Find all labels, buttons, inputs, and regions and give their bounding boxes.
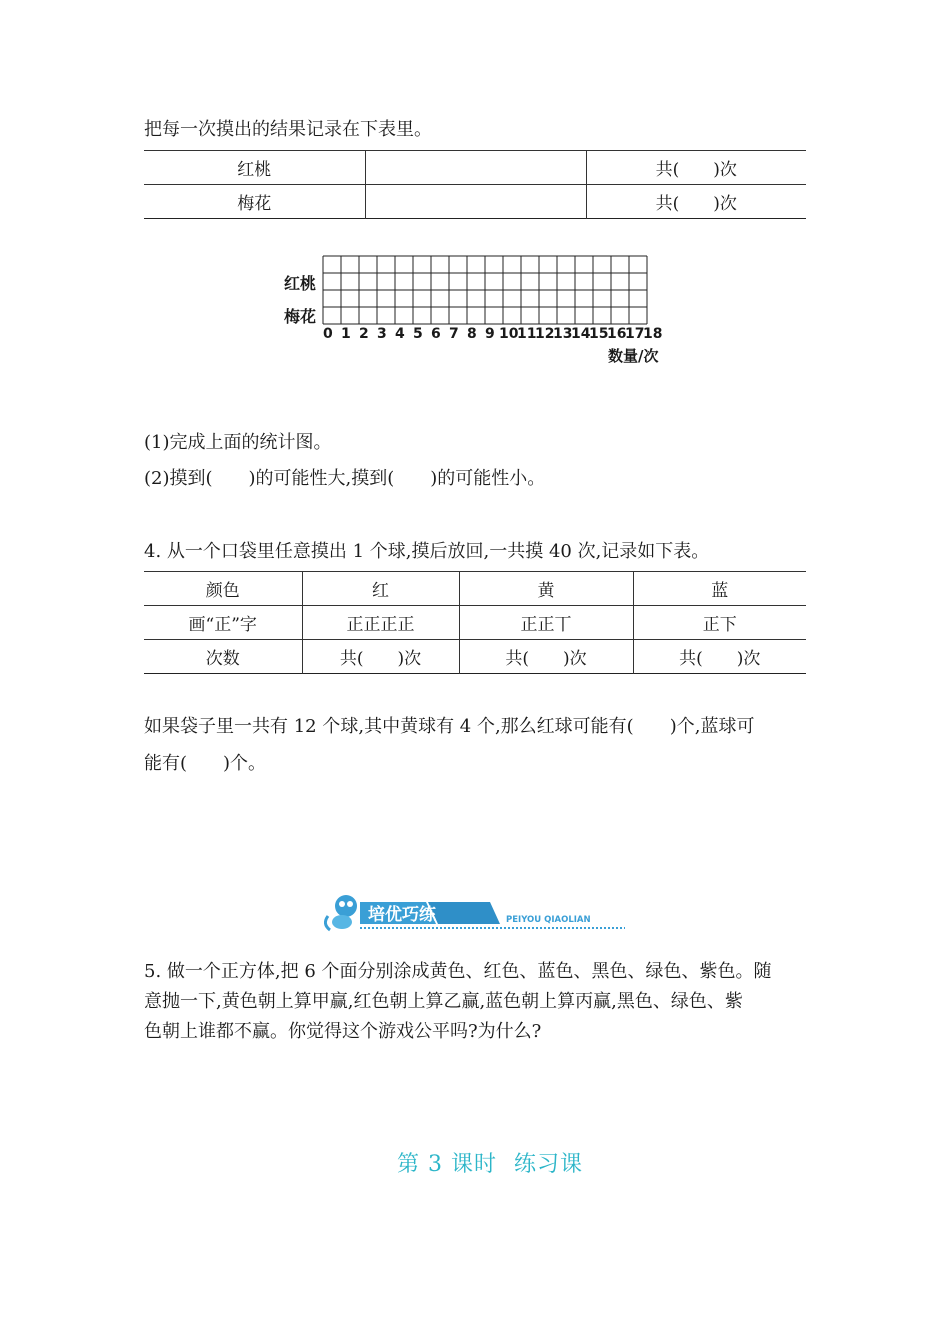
q4-prompt: 4. 从一个口袋里任意摸出 1 个球,摸后放回,一共摸 40 次,记录如下表。 <box>144 541 710 562</box>
row-label: 次数 <box>144 640 302 674</box>
banner-peiyou-qiaolian <box>320 890 630 936</box>
tally-grid[interactable] <box>322 255 652 327</box>
count-cell[interactable]: 共( )次 <box>459 640 633 674</box>
lesson-number: 第 3 课时 <box>397 1152 497 1177</box>
header-cell: 颜色 <box>144 572 302 606</box>
row-label: 红桃 <box>144 151 365 185</box>
intro-text: 把每一次摸出的结果记录在下表里。 <box>144 119 432 140</box>
row-label: 画“正”字 <box>144 606 302 640</box>
axis-tick-label: 0 <box>323 326 333 342</box>
axis-tick-label: 8 <box>467 326 477 342</box>
axis-tick-label: 14 <box>571 326 591 342</box>
banner-subtitle: PEIYOU QIAOLIAN <box>506 915 591 925</box>
table-row <box>144 185 806 219</box>
table-row <box>144 151 806 185</box>
q5-line2: 意抛一下,黄色朝上算甲赢,红色朝上算乙赢,蓝色朝上算丙赢,黑色、绿色、紫 <box>144 991 743 1012</box>
q4-followup-line1: 如果袋子里一共有 12 个球,其中黄球有 4 个,那么红球可能有( )个,蓝球可 <box>144 716 755 737</box>
q5-line3: 色朝上谁都不赢。你觉得这个游戏公平吗?为什么? <box>144 1021 542 1042</box>
grid-row-label-hongtao: 红桃 <box>284 274 317 293</box>
grid-axis-ticks <box>322 326 682 346</box>
grid-row-label-meihua: 梅花 <box>284 307 317 326</box>
lesson-title: 练习课 <box>514 1152 584 1177</box>
header-cell: 红 <box>302 572 459 606</box>
axis-tick-label: 3 <box>377 326 387 342</box>
row-label: 梅花 <box>144 185 365 219</box>
axis-tick-label: 1 <box>341 326 351 342</box>
q4-table <box>144 571 806 674</box>
tally-cell: 正正正正 <box>302 606 459 640</box>
header-cell: 黄 <box>459 572 633 606</box>
axis-tick-label: 11 <box>517 326 537 342</box>
q3-part1: (1)完成上面的统计图。 <box>144 432 332 453</box>
axis-tick-label: 2 <box>359 326 369 342</box>
count-cell[interactable]: 共( )次 <box>302 640 459 674</box>
axis-tick-label: 5 <box>413 326 423 342</box>
banner-title: 培优巧练 <box>368 905 436 925</box>
tally-cell: 正正丅 <box>459 606 633 640</box>
count-cell[interactable]: 共( )次 <box>633 640 806 674</box>
record-table <box>144 150 806 219</box>
axis-tick-label: 9 <box>485 326 495 342</box>
q4-followup-line2: 能有( )个。 <box>144 753 267 774</box>
axis-tick-label: 15 <box>589 326 609 342</box>
axis-tick-label: 18 <box>643 326 663 342</box>
axis-tick-label: 7 <box>449 326 459 342</box>
axis-tick-label: 10 <box>499 326 519 342</box>
q3-part2: (2)摸到( )的可能性大,摸到( )的可能性小。 <box>144 468 546 489</box>
total-cell[interactable]: 共( )次 <box>586 185 806 219</box>
tally-cell[interactable] <box>365 185 586 219</box>
tally-cell: 正下 <box>633 606 806 640</box>
axis-tick-label: 12 <box>535 326 555 342</box>
axis-tick-label: 16 <box>607 326 627 342</box>
tally-cell[interactable] <box>365 151 586 185</box>
mascot-icon <box>325 895 357 930</box>
axis-tick-label: 17 <box>625 326 645 342</box>
q5-line1: 5. 做一个正方体,把 6 个面分别涂成黄色、红色、蓝色、黑色、绿色、紫色。随 <box>144 961 772 982</box>
table-row <box>144 572 806 606</box>
axis-tick-label: 4 <box>395 326 405 342</box>
header-cell: 蓝 <box>633 572 806 606</box>
axis-tick-label: 6 <box>431 326 441 342</box>
table-row <box>144 640 806 674</box>
grid-axis-unit: 数量/次 <box>608 347 659 365</box>
total-cell[interactable]: 共( )次 <box>586 151 806 185</box>
table-row <box>144 606 806 640</box>
axis-tick-label: 13 <box>553 326 573 342</box>
